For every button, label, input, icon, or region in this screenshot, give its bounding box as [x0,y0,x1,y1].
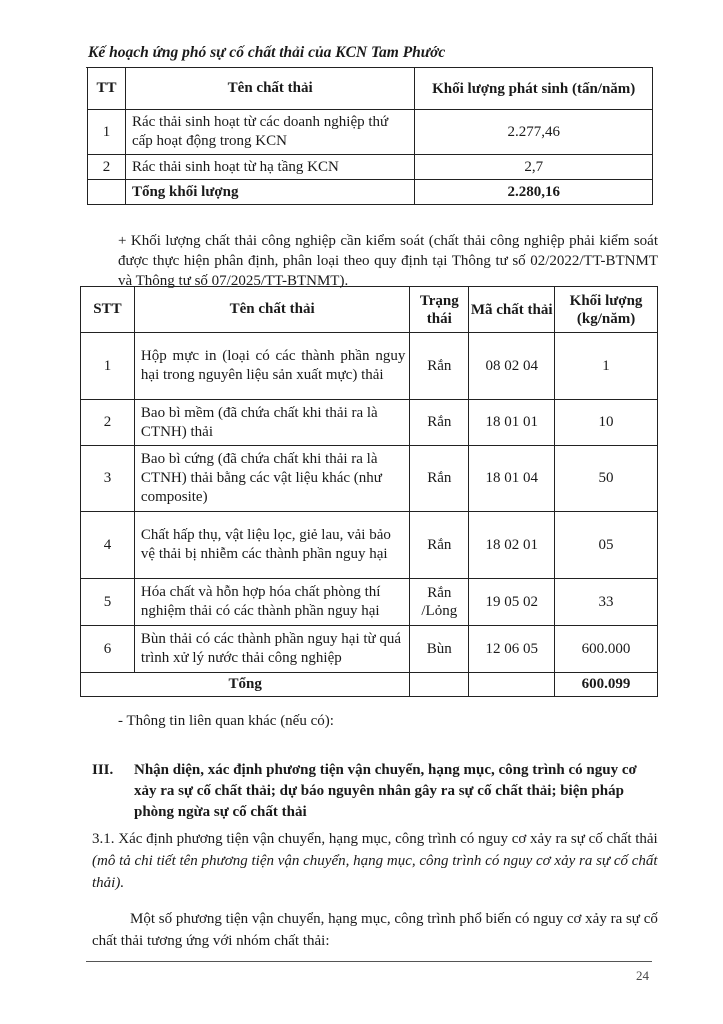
waste-name: Rác thải sinh hoạt từ các doanh nghiệp thứ cấp hoạt động trong KCN [125,110,414,155]
row-number: 1 [88,110,126,155]
table-row [81,400,658,446]
row-number: 1 [81,333,135,400]
waste-state: Rắn [410,446,469,512]
column-header: TT [88,68,126,110]
total-label: Tổng [81,673,410,697]
subsection-note: (mô tả chi tiết tên phương tiện vận chuyển, hạng mục, công trình có nguy cơ xảy ra sự cố chất thải). [92,853,658,891]
total-value: 2.280,16 [415,180,653,205]
total-row [88,180,653,205]
waste-name: Rác thải sinh hoạt từ hạ tầng KCN [125,155,414,180]
total-label: Tổng khối lượng [125,180,414,205]
waste-amount: 33 [555,579,658,626]
waste-state: Rắn [410,512,469,579]
row-number: 2 [88,155,126,180]
waste-amount: 600.000 [555,626,658,673]
column-header: Tên chất thải [125,68,414,110]
table-header-row [81,287,658,333]
waste-code: 19 05 02 [469,579,555,626]
waste-name: Hộp mực in (loại có các thành phần nguy hại trong nguyên liệu sản xuất mực) thải [134,333,409,400]
total-row [81,673,658,697]
waste-amount: 05 [555,512,658,579]
section-number: III. [92,762,114,778]
waste-name: Chất hấp thụ, vật liệu lọc, giẻ lau, vải bảo vệ thải bị nhiễm các thành phần nguy hại [134,512,409,579]
subsection-3-1 [92,828,660,894]
row-number: 2 [81,400,135,446]
table-header-row [88,68,653,110]
table-row [81,626,658,673]
waste-amount: 2,7 [415,155,653,180]
waste-code: 08 02 04 [469,333,555,400]
table-row [81,333,658,400]
table-row [88,110,653,155]
waste-amount: 10 [555,400,658,446]
empty-cell [410,673,469,697]
waste-code: 18 02 01 [469,512,555,579]
row-number: 4 [81,512,135,579]
row-number: 6 [81,626,135,673]
total-value: 600.099 [555,673,658,697]
domestic-waste-table [87,67,653,205]
waste-amount: 50 [555,446,658,512]
waste-state: Rắn [410,400,469,446]
waste-name: Bao bì cứng (đã chứa chất khi thải ra là CTNH) thải bằng các vật liệu khác (như composite) [134,446,409,512]
row-number: 3 [81,446,135,512]
waste-code: 12 06 05 [469,626,555,673]
waste-name: Bao bì mềm (đã chứa chất khi thải ra là CTNH) thải [134,400,409,446]
column-header: Trạng thái [410,287,469,333]
column-header: Mã chất thải [469,287,555,333]
column-header: STT [81,287,135,333]
empty-cell [469,673,555,697]
waste-amount: 1 [555,333,658,400]
row-number: 5 [81,579,135,626]
waste-code: 18 01 04 [469,446,555,512]
waste-name: Bùn thải có các thành phần nguy hại từ quá trình xử lý nước thải công nghiệp [134,626,409,673]
table-row [81,446,658,512]
section-title: Nhận diện, xác định phương tiện vận chuyển, hạng mục, công trình có nguy cơ xảy ra sự cố chất thải; dự báo nguyên nhân gây ra sự cố chất thải; biện pháp phòng ngừa sự cố chất thải [134,762,637,820]
column-header: Khối lượng phát sinh (tấn/năm) [415,68,653,110]
common-facilities-paragraph: Một số phương tiện vận chuyển, hạng mục, công trình phổ biến có nguy cơ xảy ra sự cố chất thải tương ứng với nhóm chất thải: [92,911,658,949]
waste-amount: 2.277,46 [415,110,653,155]
table-row [81,579,658,626]
table-row [88,155,653,180]
paragraph-text: + Khối lượng chất thải công nghiệp cần kiểm soát (chất thải công nghiệp phải kiểm soát được thực hiện phân định, phân loại theo quy định tại Thông tư số 02/2022/TT-BTNMT và Thông tư số 07/2025/TT-BTNMT). [118,233,658,289]
waste-name: Hóa chất và hỗn hợp hóa chất phòng thí nghiệm thải có các thành phần nguy hại [134,579,409,626]
subsection-lead: 3.1. Xác định phương tiện vận chuyển, hạng mục, công trình có nguy cơ xảy ra sự cố chất thải [92,831,658,847]
waste-state: Rắn /Lỏng [410,579,469,626]
column-header: Tên chất thải [134,287,409,333]
other-info-line: - Thông tin liên quan khác (nếu có): [118,713,334,729]
waste-code: 18 01 01 [469,400,555,446]
waste-state: Rắn [410,333,469,400]
waste-state: Bùn [410,626,469,673]
empty-cell [88,180,126,205]
industrial-waste-paragraph [118,231,658,291]
document-header: Kế hoạch ứng phó sự cố chất thải của KCN Tam Phước [88,44,446,61]
footer-divider [86,961,652,962]
page-number: 24 [636,968,649,983]
table-row [81,512,658,579]
column-header: Khối lượng (kg/năm) [555,287,658,333]
industrial-waste-table [80,286,658,697]
